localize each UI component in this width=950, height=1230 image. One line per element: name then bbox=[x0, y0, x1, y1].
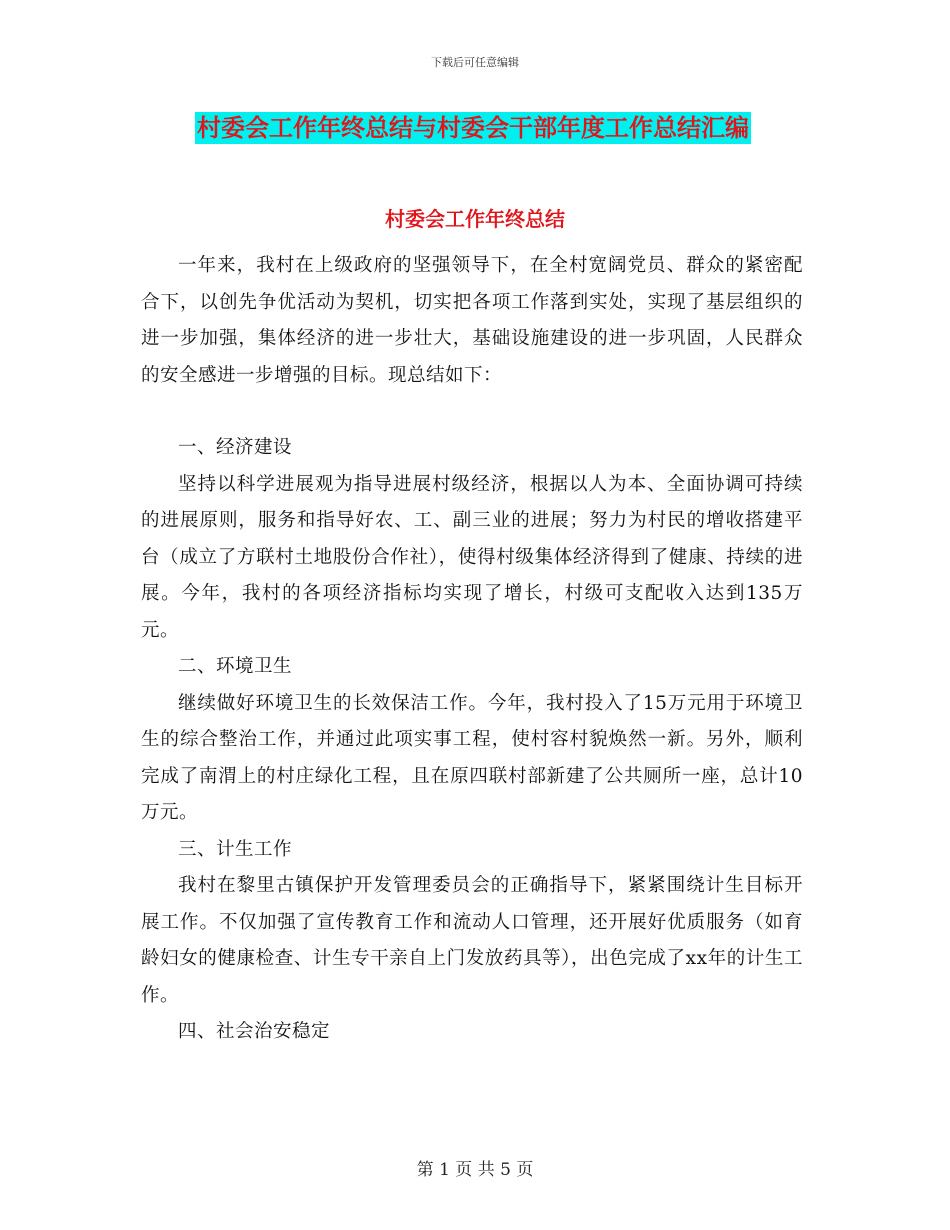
heading-public-security: 四、社会治安稳定 bbox=[178, 1021, 331, 1042]
document-main-title: 村委会工作年终总结与村委会干部年度工作总结汇编 bbox=[197, 114, 749, 142]
intro-paragraph: 一年来，我村在上级政府的坚强领导下，在全村宽阔党员、群众的紧密配合下，以创先争优活动为契机，切实把各项工作落到实处，实现了基层组织的进一步加强，集体经济的进一步壮大，基础设施建设的进一步巩固，人民群众的安全感进一步增强的目标。现总结如下： bbox=[141, 255, 803, 386]
heading-environment: 二、环境卫生 bbox=[178, 656, 293, 677]
page-footer: 第 1 页 共 5 页 bbox=[416, 1160, 534, 1180]
document-body bbox=[141, 248, 803, 1051]
section-title: 村委会工作年终总结 bbox=[385, 207, 565, 231]
heading-family-planning: 三、计生工作 bbox=[178, 838, 293, 860]
header-note: 下载后可任意编辑 bbox=[431, 56, 519, 69]
paragraph-family-planning: 我村在黎里古镇保护开发管理委员会的正确指导下，紧紧围绕计生目标开展工作。不仅加强了宣传教育工作和流动人口管理，还开展好优质服务（如育龄妇女的健康检查、计生专干亲自上门发放药具等），出色完成了xx年的计生工作。 bbox=[141, 875, 803, 1006]
paragraph-environment: 继续做好环境卫生的长效保洁工作。今年，我村投入了15万元用于环境卫生的综合整治工作，并通过此项实事工程，使村容村貌焕然一新。另外，顺利完成了南渭上的村庄绿化工程，且在原四联村部新建了公共厕所一座，总计10万元。 bbox=[141, 692, 803, 823]
paragraph-spacer bbox=[141, 394, 803, 430]
heading-economy: 一、经济建设 bbox=[178, 437, 293, 458]
paragraph-economy: 坚持以科学进展观为指导进展村级经济，根据以人为本、全面协调可持续的进展原则，服务和指导好农、工、副三业的进展；努力为村民的增收搭建平台（成立了方联村土地股份合作社），使得村级集体经济得到了健康、持续的进展。今年，我村的各项经济指标均实现了增长，村级可支配收入达到135万元。 bbox=[141, 473, 803, 641]
